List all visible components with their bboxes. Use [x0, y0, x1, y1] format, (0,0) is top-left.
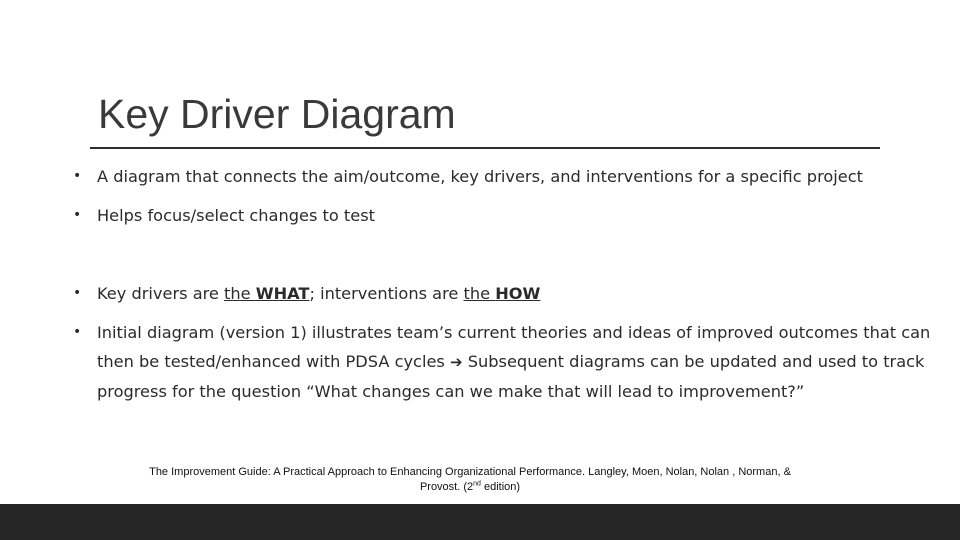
citation-line-2 [110, 480, 830, 495]
citation-superscript: nd [473, 480, 481, 488]
bullet-glyph: • [73, 207, 82, 223]
footer-bar [0, 504, 960, 540]
bullet-4-after-arrow: Subsequent diagrams can be updated and used to track progress for the question “What changes can we make that will lead to improvement?” [97, 352, 925, 401]
title-underline-rule [90, 147, 880, 149]
bullet-item-3 [73, 279, 933, 308]
bullet-3-the-what-prefix: the [224, 284, 256, 303]
bullet-text-4 [97, 318, 933, 406]
citation [110, 465, 830, 495]
bullet-item-4 [73, 318, 933, 406]
bullet-3-the-how-prefix: the [463, 284, 496, 303]
citation-line-2-before: Provost. (2 [419, 481, 474, 493]
citation-line-1: The Improvement Guide: A Practical Approach to Enhancing Organizational Performance. Langley, Moen, Nolan, Nolan , Norman, & [149, 466, 791, 478]
bullet-item-1 [73, 162, 933, 191]
bullet-4-before-arrow: Initial diagram (version 1) illustrates team’s current theories and ideas of improved outcomes that can then be tested/enhanced with PDSA cycles [97, 323, 931, 371]
bullet-glyph: • [73, 324, 82, 340]
bullet-3-what-emphasis: WHAT [255, 284, 310, 303]
bullet-text-2: Helps focus/select changes to test [97, 206, 376, 225]
bullet-text-3 [97, 279, 933, 308]
citation-line-2-after: edition) [480, 481, 521, 493]
bullet-3-how-emphasis: HOW [495, 284, 541, 303]
bullet-3-part-1: Key drivers are [97, 284, 225, 303]
slide-title: Key Driver Diagram [98, 91, 456, 137]
bullet-3-part-4: ; interventions are [309, 284, 464, 303]
bullet-glyph: • [73, 285, 82, 301]
bullet-item-2 [73, 201, 933, 230]
bullet-text-1: A diagram that connects the aim/outcome, key drivers, and interventions for a specific project [97, 167, 863, 186]
bullet-glyph: • [73, 168, 82, 184]
right-arrow-icon: ➔ [450, 353, 463, 371]
